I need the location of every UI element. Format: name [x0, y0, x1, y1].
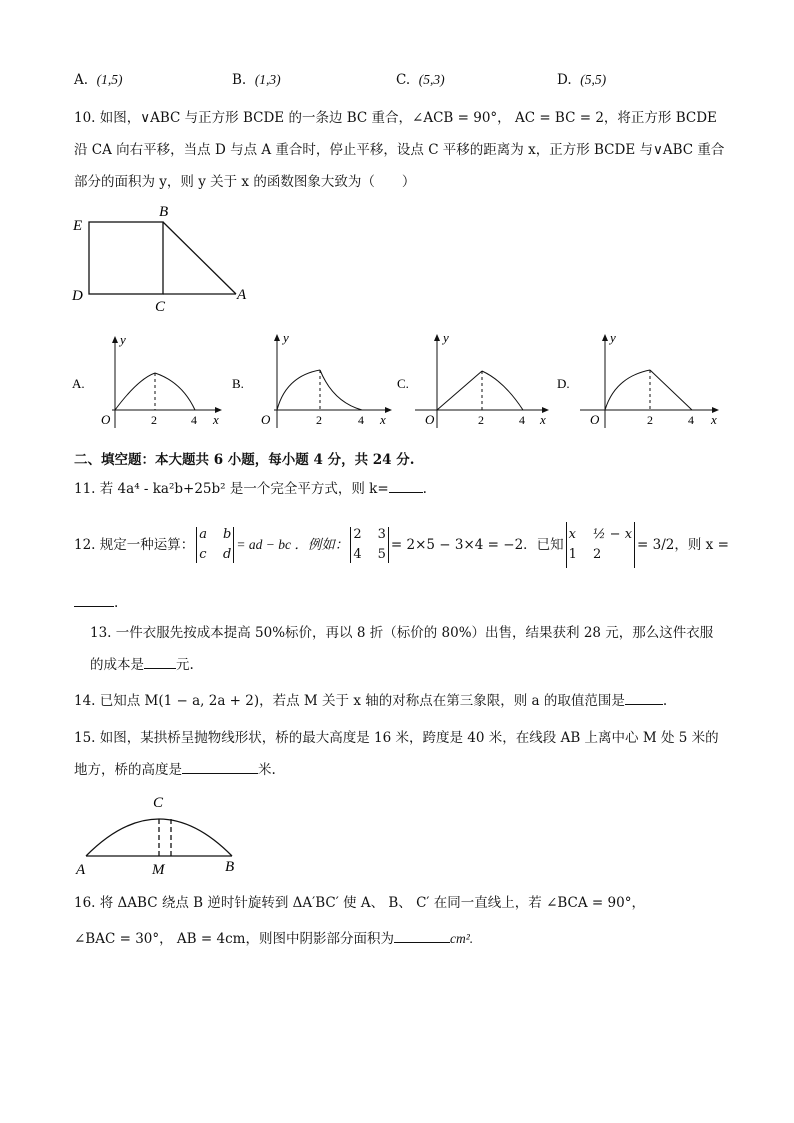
q12: 12. 规定一种运算： a b c d = ad − bc ．例如： 2 3 4 5 = 2×5 − 3×4 = −2．已知 x ½ − x 1 2 = 3/2，则 x =: [74, 522, 729, 568]
svg-text:D.: D.: [557, 376, 570, 391]
q13-line1: 13. 一件衣服先按成本提高 50%标价，再以 8 折（标价的 80%）出售，结果获利 28 元，那么这件衣服: [90, 625, 714, 641]
svg-text:y: y: [443, 330, 449, 345]
q10-line2: 沿 CA 向右平移，当点 D 与点 A 重合时，停止平移，设点 C 平移的距离为 x，正方形 BCDE 与∨ABC 重合: [74, 142, 725, 158]
graph-option-d: [555, 330, 725, 435]
option-c: C. (5,3): [396, 72, 445, 88]
label-a: A: [237, 287, 247, 303]
q16-line2: ∠BAC = 30°， AB = 4cm，则图中阴影部分面积为 cm².: [74, 928, 473, 949]
section-heading: 二、填空题：本大题共 6 小题，每小题 4 分，共 24 分.: [74, 452, 415, 468]
label-d: D: [72, 288, 83, 304]
svg-text:4: 4: [519, 413, 525, 427]
graph-option-a: [70, 330, 230, 435]
svg-text:2: 2: [647, 413, 653, 427]
label-c: C: [155, 299, 166, 315]
q14: 14. 已知点 M(1 − a, 2a + 2)，若点 M 关于 x 轴的对称点在第三象限，则 a 的取值范围是 .: [74, 690, 667, 711]
svg-text:2: 2: [151, 413, 157, 427]
svg-text:B.: B.: [232, 376, 244, 391]
svg-text:4: 4: [358, 413, 364, 427]
q14-answer-blank[interactable]: [625, 690, 663, 705]
svg-text:x: x: [711, 412, 717, 427]
svg-text:O: O: [101, 412, 111, 427]
svg-text:4: 4: [191, 413, 197, 427]
q13-answer-blank[interactable]: [144, 654, 176, 669]
svg-text:A.: A.: [72, 376, 85, 391]
svg-text:y: y: [120, 332, 126, 347]
det-given: x ½ − x 1 2: [564, 522, 637, 568]
q10-line1: 10. 如图，∨ABC 与正方形 BCDE 的一条边 BC 重合，∠ACB = 90°， AC = BC = 2，将正方形 BCDE: [74, 110, 717, 126]
svg-text:2: 2: [316, 413, 322, 427]
graph-option-c: [395, 330, 555, 435]
arch-bridge-figure: [70, 788, 250, 880]
svg-text:O: O: [590, 412, 600, 427]
q13-line2: 的成本是 元.: [90, 654, 194, 675]
svg-text:O: O: [425, 412, 435, 427]
svg-text:x: x: [540, 412, 546, 427]
svg-text:2: 2: [478, 413, 484, 427]
q12-answer-line: .: [74, 592, 118, 613]
square-triangle-figure: [70, 200, 260, 315]
svg-text:x: x: [380, 412, 386, 427]
svg-text:B: B: [225, 859, 235, 875]
svg-text:C: C: [153, 795, 164, 811]
q12-answer-blank[interactable]: [74, 592, 114, 607]
svg-text:M: M: [152, 862, 165, 878]
option-d: D. (5,5): [557, 72, 607, 88]
q15-answer-blank[interactable]: [182, 759, 258, 774]
det-example: 2 3 4 5: [348, 527, 391, 563]
q11-answer-blank[interactable]: [389, 478, 423, 493]
det-abcd: a b c d: [194, 527, 236, 563]
label-b: B: [159, 204, 169, 220]
q16-line1: 16. 将 ΔABC 绕点 B 逆时针旋转到 ΔA′BC′ 使 A、 B、 C′ 在同一直线上，若 ∠BCA = 90°，: [74, 895, 645, 911]
svg-text:y: y: [610, 330, 616, 345]
option-b: B. (1,3): [232, 72, 281, 88]
q11: 11. 若 4a⁴ - ka²b+25b² 是一个完全平方式，则 k= .: [74, 478, 427, 499]
svg-text:A: A: [76, 862, 86, 878]
svg-text:C.: C.: [397, 376, 409, 391]
graph-option-b: [230, 330, 400, 435]
svg-text:y: y: [283, 330, 289, 345]
q15-line1: 15. 如图，某拱桥呈抛物线形状，桥的最大高度是 16 米，跨度是 40 米，在线段 AB 上离中心 M 处 5 米的: [74, 730, 719, 746]
svg-text:O: O: [261, 412, 271, 427]
svg-text:4: 4: [688, 413, 694, 427]
q16-answer-blank[interactable]: [394, 928, 450, 943]
q15-line2: 地方，桥的高度是 米.: [74, 759, 276, 780]
option-a: A. (1,5): [74, 72, 123, 88]
svg-text:x: x: [213, 412, 219, 427]
q10-line3: 部分的面积为 y，则 y 关于 x 的函数图象大致为（ ）: [74, 174, 416, 190]
label-e: E: [73, 218, 83, 234]
